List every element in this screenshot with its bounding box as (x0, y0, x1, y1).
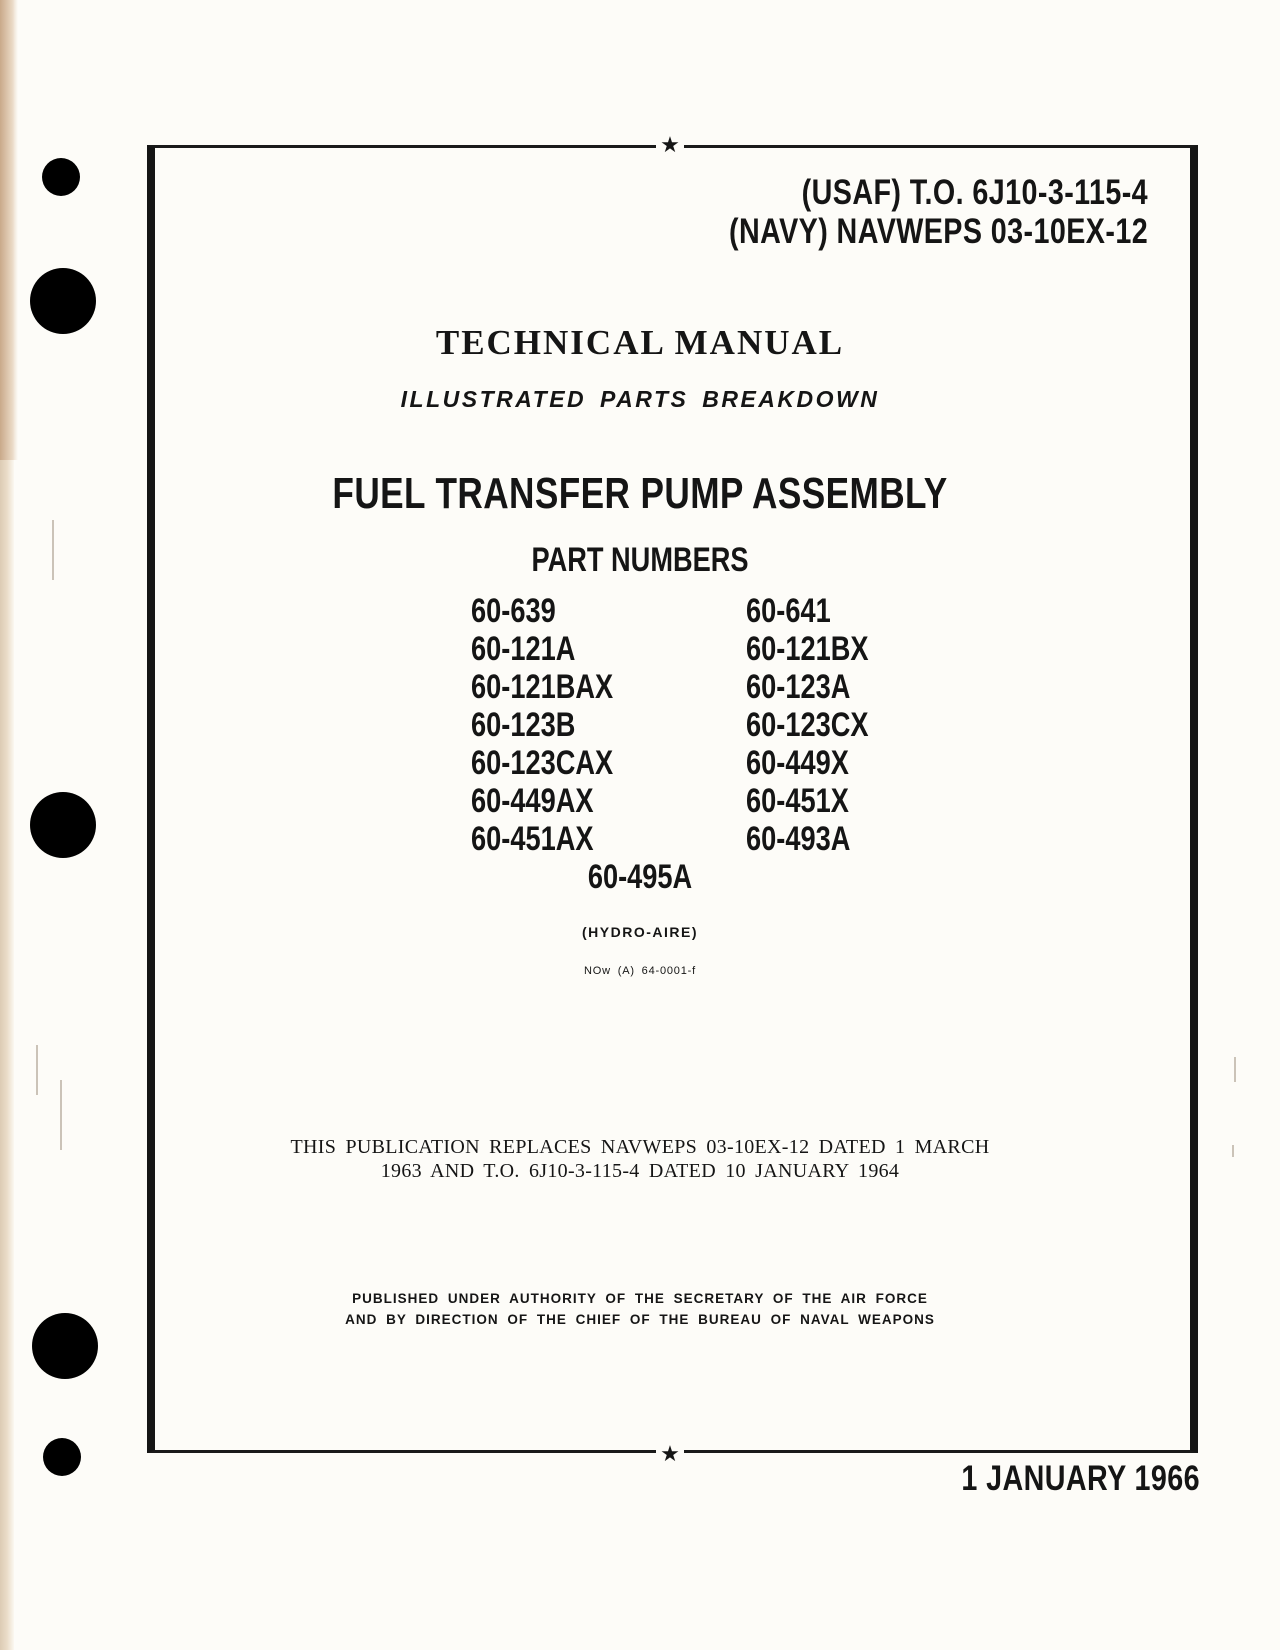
paper-speck (52, 520, 54, 580)
paper-speck (36, 1045, 38, 1095)
part-number: 60-449X (746, 744, 849, 782)
part-number: 60-639 (471, 592, 556, 630)
punch-hole-3 (30, 792, 96, 858)
paper-speck (1234, 1057, 1236, 1082)
bottom-star-icon: ★ (656, 1444, 684, 1466)
part-number: 60-493A (746, 820, 851, 858)
part-number: 60-121BX (746, 630, 869, 668)
usaf-to-number: (USAF) T.O. 6J10-3-115-4 (801, 173, 1148, 212)
navy-navweps-number: (NAVY) NAVWEPS 03-10EX-12 (728, 212, 1148, 251)
part-number-centered: 60-495A (587, 858, 693, 896)
part-numbers-heading: PART NUMBERS (531, 541, 749, 579)
punch-hole-1 (42, 158, 80, 196)
technical-order-numbers (729, 173, 1148, 251)
part-number: 60-121A (471, 630, 576, 668)
publication-date: 1 JANUARY 1966 (961, 1459, 1200, 1498)
supersedes-notice (0, 1135, 1280, 1183)
authority-statement (0, 1288, 1280, 1330)
part-number: 60-123CX (746, 706, 869, 744)
supersedes-line-1: THIS PUBLICATION REPLACES NAVWEPS 03-10EX-12 DATED 1 MARCH (290, 1136, 990, 1158)
part-number: 60-123A (746, 668, 851, 706)
main-title: FUEL TRANSFER PUMP ASSEMBLY (332, 469, 948, 518)
supersedes-line-2: 1963 AND T.O. 6J10-3-115-4 DATED 10 JANUARY 1964 (380, 1160, 900, 1182)
part-number: 60-121BAX (471, 668, 614, 706)
part-number: 60-451AX (471, 820, 594, 858)
contract-code: NOw (A) 64-0001-f (584, 965, 696, 977)
manufacturer-name: (HYDRO-AIRE) (582, 924, 698, 940)
part-numbers-right-column (746, 592, 868, 858)
part-number: 60-449AX (471, 782, 594, 820)
authority-line-2: AND BY DIRECTION OF THE CHIEF OF THE BUREAU OF NAVAL WEAPONS (345, 1312, 935, 1327)
part-number: 60-123CAX (471, 744, 614, 782)
part-numbers-left-column (471, 592, 613, 858)
top-star-icon: ★ (656, 135, 684, 157)
part-number: 60-641 (746, 592, 831, 630)
document-type-heading: TECHNICAL MANUAL (435, 323, 845, 362)
punch-hole-5 (43, 1438, 81, 1476)
authority-line-1: PUBLISHED UNDER AUTHORITY OF THE SECRETARY OF THE AIR FORCE (352, 1291, 928, 1306)
document-subtitle: ILLUSTRATED PARTS BREAKDOWN (400, 386, 880, 412)
part-number: 60-451X (746, 782, 849, 820)
part-number: 60-123B (471, 706, 576, 744)
